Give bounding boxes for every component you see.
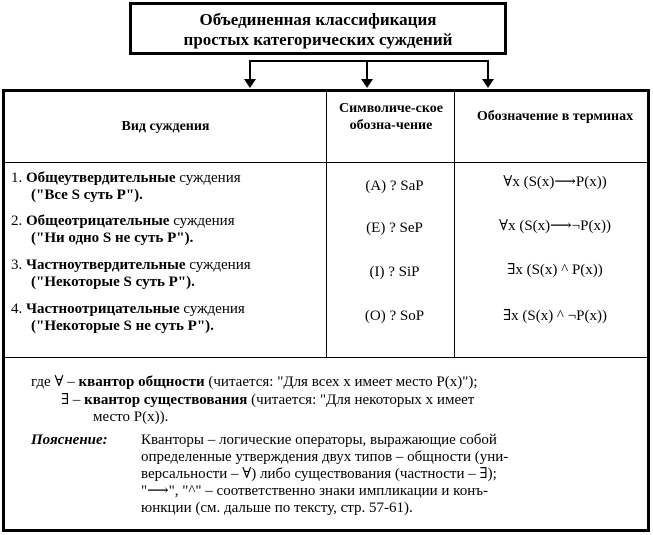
table-row: 1. Общеутвердительные суждения ("Все S суть P").: [11, 170, 241, 203]
arrow-down-icon: [366, 60, 368, 82]
formula-cell: ∃x (S(x) ^ ¬P(x)): [502, 308, 608, 324]
classification-table: [2, 89, 650, 532]
table-row: 4. Частноотрицательные суждения ("Некоторые S не суть P").: [11, 301, 245, 334]
arrow-down-icon: [487, 60, 489, 82]
formula-cell: ∀x (S(x)⟶¬P(x)): [499, 218, 611, 234]
header-divider: [5, 162, 647, 163]
header-terms: Обозначение в терминах: [476, 109, 634, 124]
symbol-cell: (O) ? SoP: [364, 308, 425, 324]
title-line-1: Объединенная классификация: [199, 10, 437, 29]
arrow-down-icon: [249, 60, 251, 82]
explanation-label: Пояснение:: [31, 432, 108, 448]
formula-cell: ∃x (S(x) ^ P(x)): [507, 262, 603, 278]
header-symbol: Символиче-ское обозна-чение: [339, 101, 443, 133]
connector-line: [249, 60, 489, 62]
explanation-text: Кванторы – логические операторы, выражающие собой определенные утверждения двух типов – общности (уни- версальности – ∀) либо существования (частности – ∃); "⟶", "^" – соответственно знаки импликации и конъ- юнкции (см. дальше по тексту, стр. 57-61).: [141, 432, 509, 516]
note-quantor-2: ∃ – квантор существования (читается: "Для некоторых x имеет: [61, 392, 475, 408]
table-row: 2. Общеотрицательные суждения ("Ни одно S не суть P").: [11, 213, 235, 246]
note-quantor-2-cont: место P(x)).: [93, 409, 169, 425]
title-box: [129, 2, 507, 55]
header-kind: Вид суждения: [121, 119, 210, 134]
table-row: 3. Частноутвердительные суждения ("Некоторые S суть P").: [11, 257, 251, 290]
formula-cell: ∀x (S(x)⟶P(x)): [503, 174, 607, 190]
notes-divider: [5, 357, 647, 358]
title-line-2: простых категорических суждений: [183, 30, 453, 49]
symbol-cell: (E) ? SeP: [366, 220, 423, 236]
note-quantor-1: где ∀ – квантор общности (читается: "Для всех x имеет место P(x)");: [31, 374, 478, 390]
symbol-cell: (I) ? SiP: [369, 264, 420, 280]
symbol-cell: (A) ? SaP: [365, 178, 424, 194]
